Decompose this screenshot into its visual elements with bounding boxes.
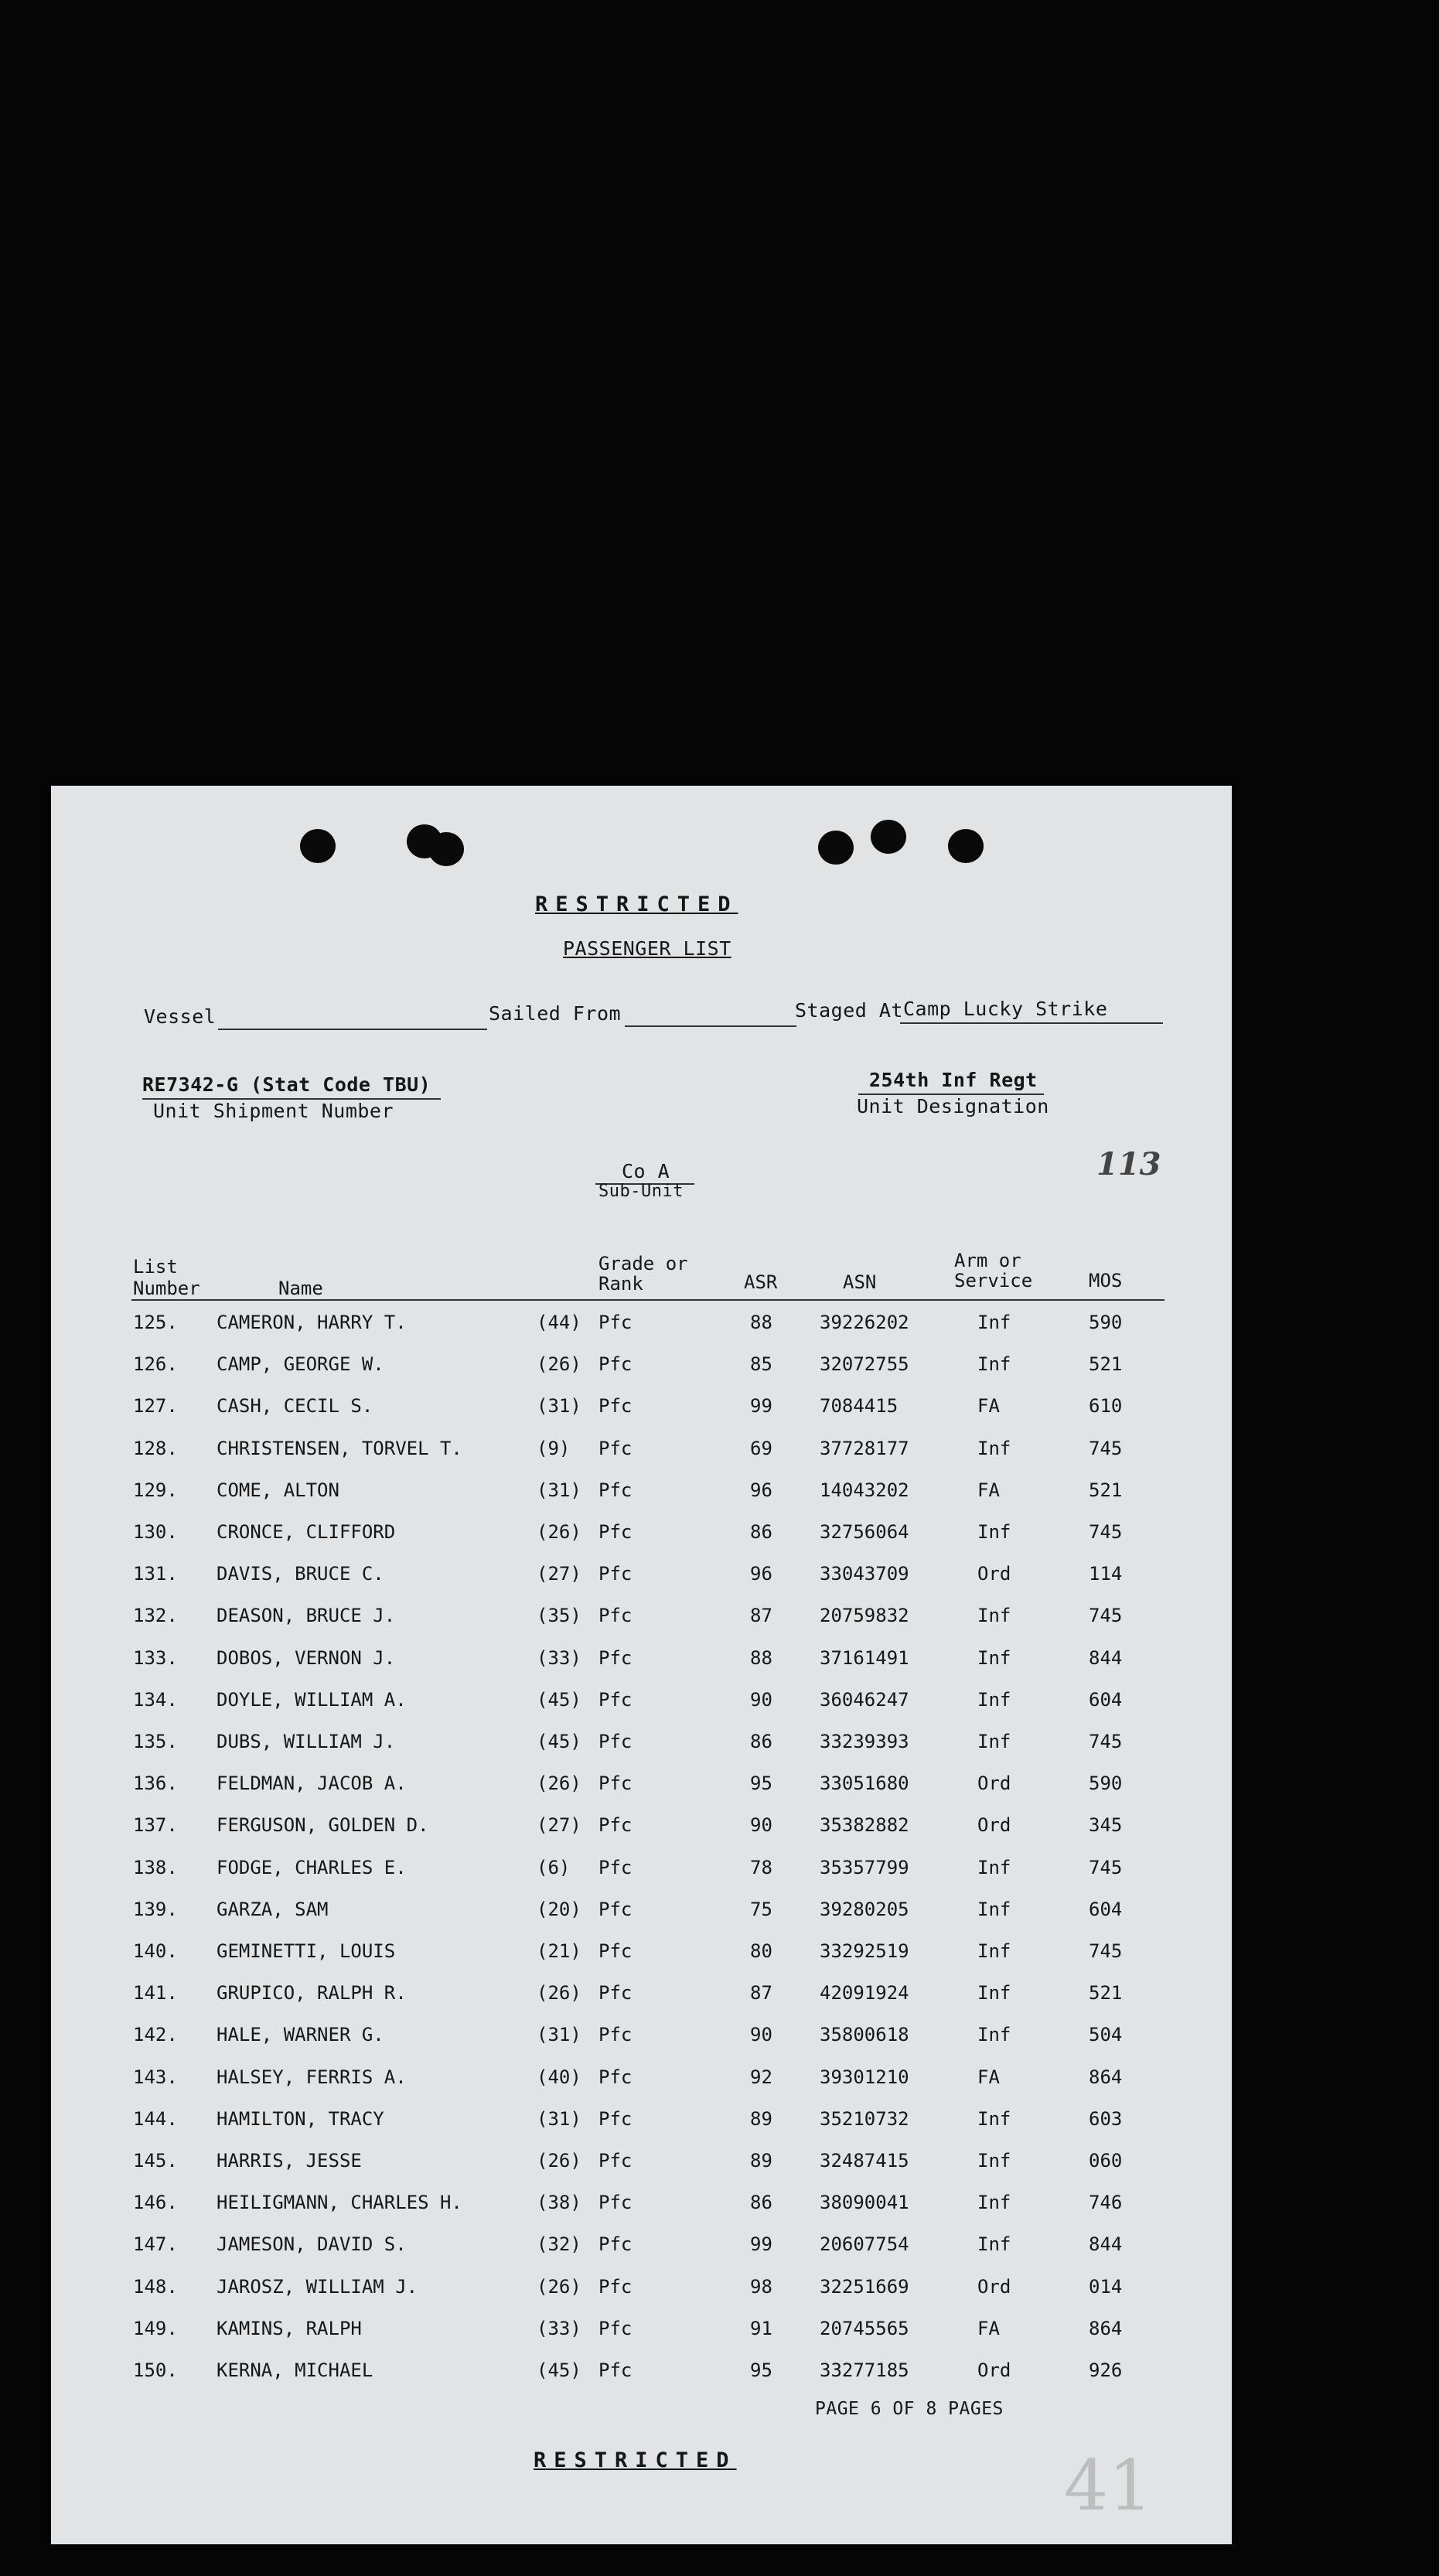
grade-cell: Pfc — [598, 2359, 633, 2381]
list-number-cell: 140. — [133, 1940, 178, 1962]
document-page — [51, 786, 1232, 2544]
arm-service-cell: FA — [977, 2066, 1000, 2088]
list-number-cell: 133. — [133, 1646, 178, 1669]
vessel-label: Vessel — [144, 1005, 217, 1028]
code-cell: (33) — [537, 1646, 581, 1669]
name-cell: KAMINS, RALPH — [217, 2317, 362, 2339]
arm-service-cell: Ord — [977, 2275, 1011, 2298]
code-cell: (27) — [537, 1814, 581, 1837]
table-row — [51, 2108, 1232, 2150]
table-row — [51, 2066, 1232, 2108]
asr-cell: 99 — [750, 1395, 772, 1418]
code-cell: (26) — [537, 1353, 581, 1376]
mos-cell: 603 — [1089, 2107, 1123, 2130]
page-stamp-number: 113 — [1096, 1146, 1161, 1182]
asn-cell: 35382882 — [820, 1814, 909, 1837]
asn-cell: 32251669 — [820, 2275, 909, 2298]
document-title: PASSENGER LIST — [563, 937, 731, 960]
arm-service-cell: Inf — [977, 1353, 1011, 1376]
arm-service-cell: Inf — [977, 1898, 1011, 1920]
code-cell: (9) — [537, 1437, 571, 1459]
asn-cell: 37161491 — [820, 1646, 909, 1669]
asr-cell: 90 — [750, 1688, 772, 1711]
asr-header: ASR — [744, 1271, 778, 1293]
code-cell: (45) — [537, 1731, 581, 1752]
name-cell: HARRIS, JESSE — [217, 2150, 362, 2172]
code-cell: (31) — [537, 2024, 581, 2046]
grade-cell: Pfc — [598, 1898, 633, 1920]
table-row — [51, 2192, 1232, 2233]
table-row — [51, 1563, 1232, 1605]
arm-service-cell: Ord — [977, 1563, 1011, 1585]
table-row — [51, 1521, 1232, 1563]
table-row — [51, 1438, 1232, 1479]
code-cell: (44) — [537, 1312, 581, 1333]
asn-cell: 39280205 — [820, 1898, 909, 1920]
grade-cell: Pfc — [598, 1772, 633, 1795]
arm-service-cell: FA — [977, 2317, 1000, 2339]
list-number-cell: 137. — [133, 1814, 178, 1837]
arm-service-header: Service — [954, 1270, 1033, 1291]
name-cell: HALE, WARNER G. — [217, 2024, 384, 2046]
asr-cell: 95 — [750, 1772, 772, 1795]
table-row — [51, 1647, 1232, 1689]
table-row — [51, 1395, 1232, 1437]
unit-designation-value: 254th Inf Regt — [869, 1069, 1038, 1091]
name-cell: CRONCE, CLIFFORD — [217, 1521, 396, 1543]
grade-cell: Pfc — [598, 1563, 633, 1585]
asr-cell: 89 — [750, 2107, 772, 2130]
mos-cell: 745 — [1089, 1940, 1123, 1962]
name-cell: HALSEY, FERRIS A. — [217, 2066, 407, 2088]
list-number-cell: 144. — [133, 2107, 178, 2130]
arm-service-cell: Inf — [977, 2192, 1011, 2214]
code-cell: (20) — [537, 1898, 581, 1920]
mos-cell: 590 — [1089, 1772, 1123, 1795]
list-number-header: Number — [133, 1278, 200, 1299]
table-row — [51, 2024, 1232, 2066]
mos-cell: 521 — [1089, 1982, 1123, 2005]
grade-cell: Pfc — [598, 1312, 633, 1333]
restricted-header: RESTRICTED — [535, 892, 738, 916]
asr-cell: 90 — [750, 1814, 772, 1837]
name-cell: DOYLE, WILLIAM A. — [217, 1688, 407, 1711]
mos-cell: 745 — [1089, 1521, 1123, 1543]
shipment-number-value: RE7342-G (Stat Code TBU) — [142, 1073, 431, 1096]
table-row — [51, 1899, 1232, 1940]
name-cell: FERGUSON, GOLDEN D. — [217, 1814, 429, 1837]
table-row — [51, 2233, 1232, 2275]
name-cell: DUBS, WILLIAM J. — [217, 1731, 396, 1752]
arm-service-cell: Inf — [977, 1731, 1011, 1752]
code-cell: (31) — [537, 1395, 581, 1418]
sub-unit-value: Co A — [622, 1160, 670, 1182]
list-number-cell: 134. — [133, 1688, 178, 1711]
name-cell: FELDMAN, JACOB A. — [217, 1772, 407, 1795]
asn-cell: 42091924 — [820, 1982, 909, 2005]
mos-cell: 864 — [1089, 2317, 1123, 2339]
table-row — [51, 1479, 1232, 1521]
asr-cell: 95 — [750, 2359, 772, 2381]
code-cell: (26) — [537, 1772, 581, 1795]
grade-cell: Pfc — [598, 1353, 633, 1376]
asn-cell: 38090041 — [820, 2192, 909, 2214]
name-cell: GARZA, SAM — [217, 1898, 329, 1920]
table-row — [51, 1772, 1232, 1814]
asr-cell: 89 — [750, 2150, 772, 2172]
list-number-cell: 138. — [133, 1856, 178, 1878]
staged-at-label: Staged At — [795, 999, 903, 1022]
name-cell: CAMP, GEORGE W. — [217, 1353, 384, 1376]
asr-cell: 78 — [750, 1856, 772, 1878]
grade-cell: Pfc — [598, 2233, 633, 2256]
mos-cell: 060 — [1089, 2150, 1123, 2172]
list-number-cell: 129. — [133, 1479, 178, 1501]
grade-cell: Pfc — [598, 1940, 633, 1962]
mos-cell: 926 — [1089, 2359, 1123, 2381]
list-number-cell: 139. — [133, 1898, 178, 1920]
asr-cell: 92 — [750, 2066, 772, 2088]
asn-cell: 37728177 — [820, 1437, 909, 1459]
arm-service-cell: Inf — [977, 1605, 1011, 1627]
grade-cell: Pfc — [598, 2107, 633, 2130]
list-number-cell: 128. — [133, 1437, 178, 1459]
code-cell: (40) — [537, 2066, 581, 2088]
asn-cell: 35357799 — [820, 1856, 909, 1878]
asn-cell: 36046247 — [820, 1688, 909, 1711]
table-row — [51, 2318, 1232, 2359]
arm-service-cell: Ord — [977, 1814, 1011, 1837]
list-number-cell: 127. — [133, 1395, 178, 1418]
list-number-cell: 131. — [133, 1563, 178, 1585]
mos-cell: 521 — [1089, 1353, 1123, 1376]
grade-header: Rank — [598, 1273, 643, 1295]
name-cell: CAMERON, HARRY T. — [217, 1312, 407, 1333]
code-cell: (26) — [537, 2150, 581, 2172]
mos-cell: 604 — [1089, 1688, 1123, 1711]
list-number-cell: 148. — [133, 2275, 178, 2298]
asr-cell: 80 — [750, 1940, 772, 1962]
mos-cell: 746 — [1089, 2192, 1123, 2214]
asr-cell: 96 — [750, 1563, 772, 1585]
name-cell: KERNA, MICHAEL — [217, 2359, 373, 2381]
arm-service-cell: Inf — [977, 1437, 1011, 1459]
grade-cell: Pfc — [598, 2192, 633, 2214]
list-number-cell: 135. — [133, 1731, 178, 1752]
asn-cell: 33051680 — [820, 1772, 909, 1795]
list-number-cell: 143. — [133, 2066, 178, 2088]
table-row — [51, 2359, 1232, 2401]
mos-cell: 844 — [1089, 2233, 1123, 2256]
table-header-rule — [131, 1299, 1164, 1301]
staged-at-line — [900, 1022, 1163, 1024]
list-number-header: List — [133, 1256, 178, 1278]
table-row — [51, 1857, 1232, 1899]
asn-cell: 39226202 — [820, 1312, 909, 1333]
mos-cell: 114 — [1089, 1563, 1123, 1585]
asn-cell: 39301210 — [820, 2066, 909, 2088]
asn-cell: 33277185 — [820, 2359, 909, 2381]
grade-cell: Pfc — [598, 2317, 633, 2339]
asr-cell: 96 — [750, 1479, 772, 1501]
grade-cell: Pfc — [598, 1646, 633, 1669]
code-cell: (35) — [537, 1605, 581, 1627]
asr-cell: 98 — [750, 2275, 772, 2298]
grade-cell: Pfc — [598, 2150, 633, 2172]
arm-service-cell: Inf — [977, 1856, 1011, 1878]
asn-cell: 35210732 — [820, 2107, 909, 2130]
asr-cell: 99 — [750, 2233, 772, 2256]
mos-cell: 014 — [1089, 2275, 1123, 2298]
name-cell: GRUPICO, RALPH R. — [217, 1982, 407, 2005]
grade-cell: Pfc — [598, 1814, 633, 1837]
name-cell: DOBOS, VERNON J. — [217, 1646, 396, 1669]
mos-cell: 745 — [1089, 1437, 1123, 1459]
asn-cell: 33292519 — [820, 1940, 909, 1962]
table-row — [51, 2150, 1232, 2192]
mos-cell: 745 — [1089, 1605, 1123, 1627]
asr-cell: 86 — [750, 2192, 772, 2214]
list-number-cell: 147. — [133, 2233, 178, 2256]
asn-cell: 33043709 — [820, 1563, 909, 1585]
asn-cell: 14043202 — [820, 1479, 909, 1501]
mos-cell: 864 — [1089, 2066, 1123, 2088]
code-cell: (45) — [537, 2359, 581, 2381]
grade-cell: Pfc — [598, 1605, 633, 1627]
asn-header: ASN — [843, 1271, 877, 1293]
asr-cell: 75 — [750, 1898, 772, 1920]
arm-service-cell: Inf — [977, 1312, 1011, 1333]
code-cell: (26) — [537, 1982, 581, 2005]
arm-service-cell: Inf — [977, 1982, 1011, 2005]
list-number-cell: 141. — [133, 1982, 178, 2005]
asr-cell: 88 — [750, 1646, 772, 1669]
code-cell: (45) — [537, 1688, 581, 1711]
code-cell: (38) — [537, 2192, 581, 2214]
punch-hole — [818, 831, 854, 865]
grade-cell: Pfc — [598, 1395, 633, 1418]
vessel-blank-line — [218, 1029, 487, 1030]
name-cell: DAVIS, BRUCE C. — [217, 1563, 384, 1585]
arm-service-cell: FA — [977, 1395, 1000, 1418]
table-row — [51, 1940, 1232, 1982]
list-number-cell: 132. — [133, 1605, 178, 1627]
grade-cell: Pfc — [598, 2275, 633, 2298]
mos-cell: 844 — [1089, 1646, 1123, 1669]
arm-service-cell: Inf — [977, 1521, 1011, 1543]
code-cell: (31) — [537, 1479, 581, 1501]
punch-hole — [948, 829, 984, 863]
code-cell: (32) — [537, 2233, 581, 2256]
table-row — [51, 2276, 1232, 2318]
asn-cell: 7084415 — [820, 1395, 899, 1418]
table-row — [51, 1353, 1232, 1395]
code-cell: (33) — [537, 2317, 581, 2339]
page-count: PAGE 6 OF 8 PAGES — [815, 2399, 1004, 2419]
table-row — [51, 1605, 1232, 1646]
asr-cell: 85 — [750, 1353, 772, 1376]
grade-cell: Pfc — [598, 1856, 633, 1878]
name-cell: HEILIGMANN, CHARLES H. — [217, 2192, 462, 2214]
code-cell: (21) — [537, 1940, 581, 1962]
grade-cell: Pfc — [598, 2066, 633, 2088]
punch-hole — [300, 829, 336, 863]
mos-cell: 745 — [1089, 1731, 1123, 1752]
name-cell: FODGE, CHARLES E. — [217, 1856, 407, 1878]
asn-cell: 33239393 — [820, 1731, 909, 1752]
handwritten-mark: 41 — [1064, 2445, 1153, 2527]
name-header: Name — [278, 1278, 323, 1299]
name-cell: HAMILTON, TRACY — [217, 2107, 384, 2130]
list-number-cell: 149. — [133, 2317, 178, 2339]
arm-service-cell: Inf — [977, 2107, 1011, 2130]
sailed-from-blank-line — [625, 1025, 796, 1027]
arm-service-cell: FA — [977, 1479, 1000, 1501]
grade-header: Grade or — [598, 1253, 688, 1274]
asr-cell: 90 — [750, 2024, 772, 2046]
list-number-cell: 130. — [133, 1521, 178, 1543]
asn-cell: 32756064 — [820, 1521, 909, 1543]
shipment-number-label: Unit Shipment Number — [153, 1100, 394, 1122]
name-cell: CASH, CECIL S. — [217, 1395, 373, 1418]
code-cell: (31) — [537, 2107, 581, 2130]
sailed-from-label: Sailed From — [489, 1002, 622, 1025]
asn-cell: 32072755 — [820, 1353, 909, 1376]
list-number-cell: 142. — [133, 2024, 178, 2046]
arm-service-header: Arm or — [954, 1250, 1021, 1271]
list-number-cell: 125. — [133, 1312, 178, 1333]
arm-service-cell: Inf — [977, 2150, 1011, 2172]
punch-hole — [871, 820, 906, 854]
name-cell: GEMINETTI, LOUIS — [217, 1940, 396, 1962]
asn-cell: 20759832 — [820, 1605, 909, 1627]
table-row — [51, 1731, 1232, 1772]
punch-hole — [428, 832, 464, 866]
grade-cell: Pfc — [598, 1521, 633, 1543]
arm-service-cell: Inf — [977, 1940, 1011, 1962]
asr-cell: 86 — [750, 1731, 772, 1752]
grade-cell: Pfc — [598, 1731, 633, 1752]
code-cell: (6) — [537, 1856, 571, 1878]
mos-cell: 590 — [1089, 1312, 1123, 1333]
unit-designation-label: Unit Designation — [857, 1095, 1049, 1117]
mos-cell: 504 — [1089, 2024, 1123, 2046]
table-row — [51, 1982, 1232, 2024]
arm-service-cell: Ord — [977, 1772, 1011, 1795]
arm-service-cell: Inf — [977, 1646, 1011, 1669]
asr-cell: 86 — [750, 1521, 772, 1543]
name-cell: JAMESON, DAVID S. — [217, 2233, 407, 2256]
list-number-cell: 136. — [133, 1772, 178, 1795]
grade-cell: Pfc — [598, 1688, 633, 1711]
asr-cell: 87 — [750, 1605, 772, 1627]
arm-service-cell: Inf — [977, 1688, 1011, 1711]
grade-cell: Pfc — [598, 1982, 633, 2005]
asr-cell: 88 — [750, 1312, 772, 1333]
asn-cell: 20745565 — [820, 2317, 909, 2339]
grade-cell: Pfc — [598, 1437, 633, 1459]
table-row — [51, 1814, 1232, 1856]
list-number-cell: 146. — [133, 2192, 178, 2214]
table-row — [51, 1689, 1232, 1731]
grade-cell: Pfc — [598, 1479, 633, 1501]
name-cell: JAROSZ, WILLIAM J. — [217, 2275, 418, 2298]
mos-cell: 745 — [1089, 1856, 1123, 1878]
list-number-cell: 126. — [133, 1353, 178, 1376]
grade-cell: Pfc — [598, 2024, 633, 2046]
restricted-footer: RESTRICTED — [534, 2448, 737, 2472]
asr-cell: 87 — [750, 1982, 772, 2005]
asn-cell: 20607754 — [820, 2233, 909, 2256]
mos-cell: 345 — [1089, 1814, 1123, 1837]
code-cell: (26) — [537, 1521, 581, 1543]
asr-cell: 69 — [750, 1437, 772, 1459]
asr-cell: 91 — [750, 2317, 772, 2339]
mos-cell: 610 — [1089, 1395, 1123, 1418]
table-row — [51, 1312, 1232, 1353]
name-cell: DEASON, BRUCE J. — [217, 1605, 396, 1627]
code-cell: (27) — [537, 1563, 581, 1585]
mos-cell: 521 — [1089, 1479, 1123, 1501]
name-cell: CHRISTENSEN, TORVEL T. — [217, 1437, 462, 1459]
arm-service-cell: Inf — [977, 2024, 1011, 2046]
list-number-cell: 145. — [133, 2150, 178, 2172]
mos-header: MOS — [1089, 1270, 1123, 1291]
mos-cell: 604 — [1089, 1898, 1123, 1920]
arm-service-cell: Ord — [977, 2359, 1011, 2381]
sub-unit-label: Sub-Unit — [598, 1182, 684, 1201]
asn-cell: 35800618 — [820, 2024, 909, 2046]
name-cell: COME, ALTON — [217, 1479, 339, 1501]
code-cell: (26) — [537, 2275, 581, 2298]
arm-service-cell: Inf — [977, 2233, 1011, 2256]
list-number-cell: 150. — [133, 2359, 178, 2381]
asn-cell: 32487415 — [820, 2150, 909, 2172]
staged-at-value: Camp Lucky Strike — [903, 998, 1108, 1020]
